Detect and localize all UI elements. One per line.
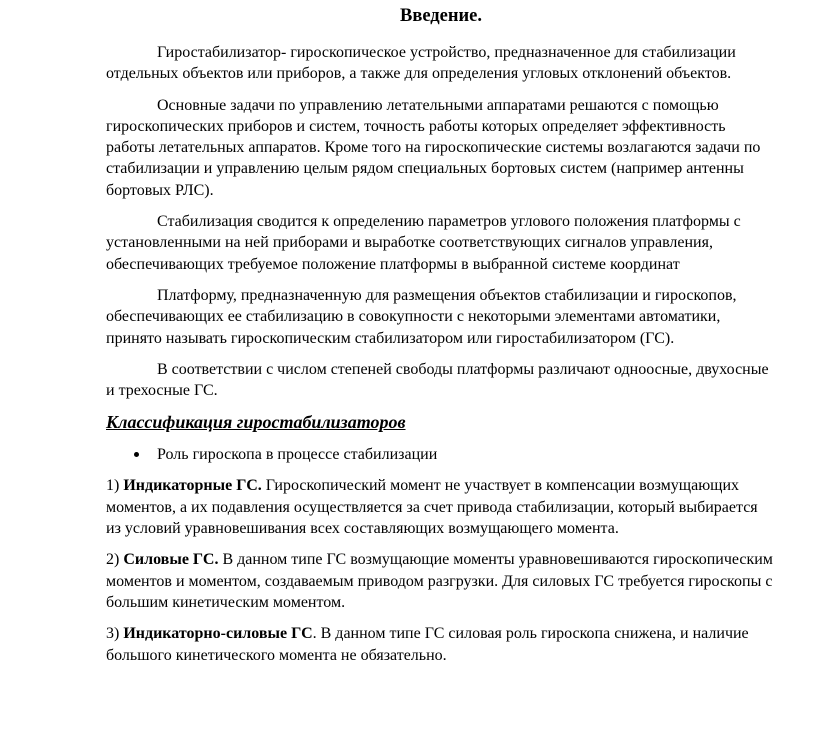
document-title: Введение.	[399, 6, 483, 26]
item-number: 3)	[106, 625, 124, 643]
paragraph-definition: Гиростабилизатор- гироскопическое устройство, предназначенное для стабилизации отдельных объектов или приборов, а также для определения угловых отклонений объектов.	[106, 44, 736, 83]
item-term: Индикаторно-силовые ГС	[123, 625, 313, 643]
item-number: 2)	[106, 551, 124, 569]
numbered-item-power	[106, 549, 776, 613]
spacer	[106, 85, 776, 95]
spacer	[106, 613, 776, 623]
paragraph-platform: Платформу, предназначенную для размещения объектов стабилизации и гироскопов, обеспечивающих ее стабилизацию в совокупности с некоторыми элементами автоматики, принято называть гироскопическим стабилизатором или гиростабилизатором (ГС).	[106, 286, 737, 347]
document-page	[106, 0, 776, 666]
spacer	[106, 201, 776, 211]
spacer	[106, 465, 776, 475]
bullet-text: Роль гироскопа в процессе стабилизации	[157, 445, 438, 463]
item-term: Индикаторные ГС.	[123, 477, 262, 495]
item-text: . В данном типе ГС силовая роль гироскопа снижена, и наличие большого кинетического момента не обязательно.	[106, 625, 749, 664]
section-heading-classification: Классификация гиростабилизаторов	[106, 412, 406, 433]
spacer	[106, 539, 776, 549]
numbered-item-indicator-power	[106, 623, 776, 666]
paragraph-degrees-of-freedom: В соответствии с числом степеней свободы платформы различают одноосные, двухосные и трехосные ГС.	[106, 360, 769, 400]
item-text: Гироскопический момент не участвует в компенсации возмущающих моментов, а их подавления осуществляется за счет привода стабилизации, который выбирается из условий уравновешивания всех составляющих возмущающего момента.	[106, 477, 758, 538]
item-number: 1)	[106, 477, 124, 495]
bullet-icon	[134, 452, 139, 457]
spacer	[106, 349, 776, 359]
numbered-item-indicator	[106, 475, 776, 539]
paragraph-stabilization: Стабилизация сводится к определению параметров углового положения платформы с установленными на ней приборами и выработке соответствующих сигналов управления, обеспечивающих требуемое положение платформы в выбранной системе координат	[106, 213, 741, 273]
spacer	[106, 401, 776, 411]
bullet-list-item	[106, 443, 776, 465]
item-term: Силовые ГС.	[123, 551, 219, 569]
item-text: В данном типе ГС возмущающие моменты уравновешиваются гироскопическим моментов и моментом, создаваемым приводом разгрузки. Для силовых ГС требуется гироскопы с большим кинетическим моментом.	[106, 551, 773, 611]
paragraph-tasks: Основные задачи по управлению летательными аппаратами решаются с помощью гироскопических приборов и систем, точность работы которых определяет эффективность работы летательных аппаратов. Кроме того на гироскопические системы возлагаются задачи по стабилизации и управлению целым рядом специальных бортовых систем (например антенны бортовых РЛС).	[106, 96, 761, 199]
spacer	[106, 275, 776, 285]
